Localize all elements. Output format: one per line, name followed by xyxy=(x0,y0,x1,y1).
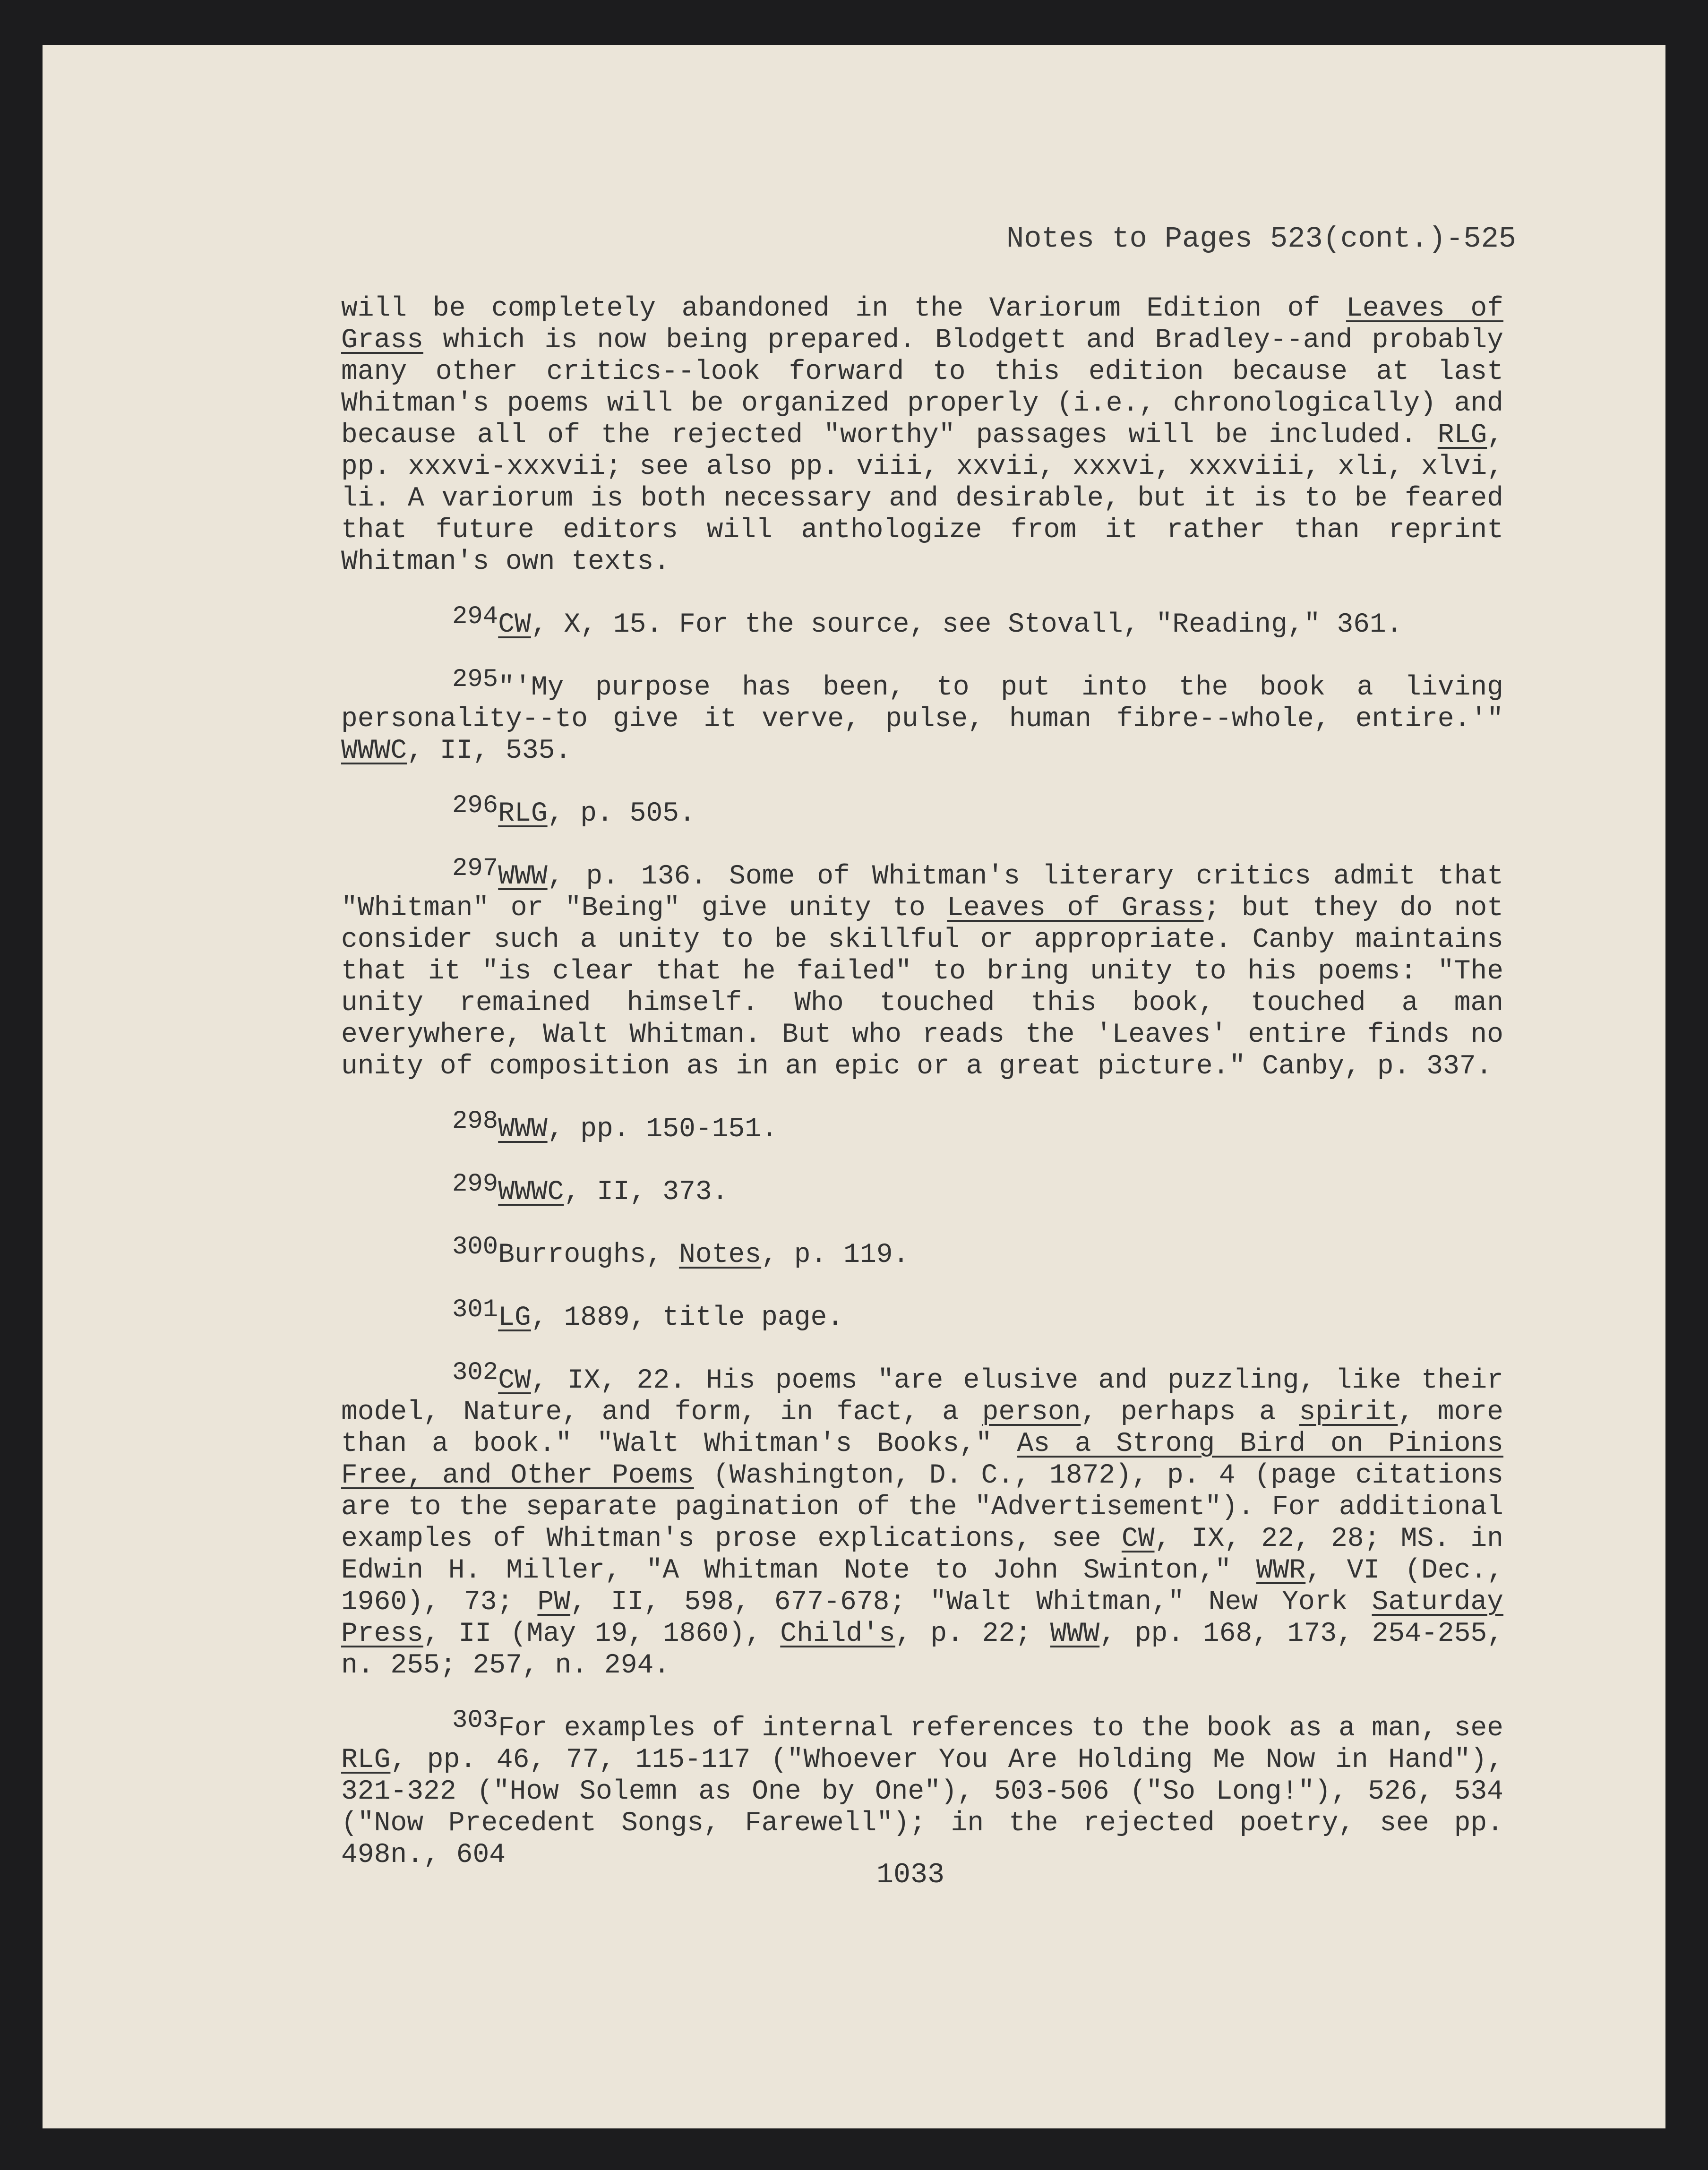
footnote-297 xyxy=(341,854,1503,1082)
footnote-number: 298 xyxy=(452,1107,498,1136)
footnote-number: 299 xyxy=(452,1170,498,1199)
text-run: , perhaps a xyxy=(1081,1397,1299,1428)
underlined-title: WWR xyxy=(1256,1555,1306,1586)
text-run: , pp. 150-151. xyxy=(547,1114,778,1145)
underlined-title: Saturday Press xyxy=(341,1587,1503,1649)
underlined-word: person xyxy=(982,1397,1081,1428)
text-run: , VI (Dec., 1960), 73; xyxy=(341,1555,1503,1618)
continued-note-paragraph xyxy=(341,293,1503,578)
footnote-296 xyxy=(341,791,1503,830)
footnote-299 xyxy=(341,1170,1503,1208)
underlined-title: Child's xyxy=(780,1619,895,1649)
text-run: "'My purpose has been, to put into the book a living personality--to give it verve, pulse, human fibre--whole, entire.'" xyxy=(341,672,1503,735)
underlined-title: CW xyxy=(1121,1524,1155,1554)
text-run: , pp. 168, 173, 254-255, n. 255; 257, n. 294. xyxy=(341,1619,1503,1681)
footnote-number: 303 xyxy=(452,1706,498,1735)
text-run: , pp. 46, 77, 115-117 ("Whoever You Are Holding Me Now in Hand"), 321-322 ("How Solemn as One by One"), 503-506 ("So Long!"), 526, 534 ("Now Precedent Songs, Farewell"); in the rejected poetry, see pp. 498n., 604 xyxy=(341,1745,1503,1870)
text-run: , II (May 19, 1860), xyxy=(423,1619,781,1649)
text-run: Burroughs, xyxy=(498,1240,679,1270)
text-run: , p. 22; xyxy=(895,1619,1050,1649)
text-run: , II, 373. xyxy=(564,1177,729,1208)
text-run: , p. 119. xyxy=(761,1240,910,1270)
footnote-300 xyxy=(341,1233,1503,1271)
underlined-title: WWW xyxy=(498,861,548,892)
text-run: , II, 535. xyxy=(407,736,572,766)
underlined-title: PW xyxy=(537,1587,571,1618)
underlined-title: WWW xyxy=(1050,1619,1100,1649)
text-run: , pp. xxxvi-xxxvii; see also pp. viii, xxvii, xxxvi, xxxviii, xli, xlvi, li. A variorum is both necessary and desirable, but it is to be feared that future editors will anthologize from it rather than reprint Whitman's own texts. xyxy=(341,420,1503,577)
footnote-298 xyxy=(341,1107,1503,1145)
page-number: 1033 xyxy=(876,1859,945,1891)
text-run: , IX, 22, 28; MS. in Edwin H. Miller, "A Whitman Note to John Swinton," xyxy=(341,1524,1503,1586)
footnote-number: 302 xyxy=(452,1358,498,1387)
underlined-title: Leaves of Grass xyxy=(947,893,1204,924)
footnote-number: 295 xyxy=(452,665,498,694)
footnote-number: 301 xyxy=(452,1295,498,1324)
underlined-title: WWWC xyxy=(341,736,407,766)
footnote-number: 300 xyxy=(452,1233,498,1261)
underlined-title: WWWC xyxy=(498,1177,564,1208)
text-run: , p. 505. xyxy=(547,798,695,829)
footnote-number: 296 xyxy=(452,791,498,820)
underlined-title: Notes xyxy=(679,1240,762,1270)
underlined-title: RLG xyxy=(498,798,548,829)
text-run: which is now being prepared. Blodgett and Bradley--and probably many other critics--look forward to this edition because at last Whitman's poems will be organized properly (i.e., chronologically) and because all of the rejected "worthy" passages will be included. xyxy=(341,325,1503,451)
footnote-303 xyxy=(341,1706,1503,1871)
text-run: , more than a book." "Walt Whitman's Books," xyxy=(341,1397,1503,1459)
text-run: , II, 598, 677-678; "Walt Whitman," New York xyxy=(570,1587,1372,1618)
underlined-title: WWW xyxy=(498,1114,548,1145)
text-run: (Washington, D. C., 1872), p. 4 (page citations are to the separate pagination of the "Advertisement"). For additional examples of Whitman's prose explications, see xyxy=(341,1460,1504,1554)
underlined-word: spirit xyxy=(1299,1397,1398,1428)
footnote-294 xyxy=(341,602,1503,641)
text-run: will be completely abandoned in the Variorum Edition of xyxy=(341,293,1346,324)
underlined-title: Leaves of Grass xyxy=(341,293,1503,356)
underlined-title: RLG xyxy=(1437,420,1487,451)
text-run: , IX, 22. His poems "are elusive and puzzling, like their model, Nature, and form, in fact, a xyxy=(341,1365,1503,1428)
footnote-295 xyxy=(341,665,1503,767)
underlined-title: LG xyxy=(498,1303,531,1333)
footnote-number: 294 xyxy=(452,602,498,631)
underlined-title: As a Strong Bird on Pinions Free, and Other Poems xyxy=(341,1429,1503,1491)
underlined-title: CW xyxy=(498,609,531,640)
underlined-title: RLG xyxy=(341,1745,391,1775)
text-run: For examples of internal references to the book as a man, see xyxy=(498,1713,1503,1744)
notes-body xyxy=(341,293,1503,1902)
text-run: ; but they do not consider such a unity to be skillful or appropriate. Canby maintains that it "is clear that he failed" to bring unity to his poems: "The unity remained himself. Who touched this book, touched a man everywhere, Walt Whitman. But who reads the 'Leaves' entire finds no unity of composition as in an epic or a great picture." Canby, p. 337. xyxy=(341,893,1503,1082)
footnote-number: 297 xyxy=(452,854,498,883)
text-run: , 1889, title page. xyxy=(531,1303,844,1333)
footnote-302 xyxy=(341,1358,1504,1681)
page-header: Notes to Pages 523(cont.)-525 xyxy=(1006,222,1516,256)
footnote-301 xyxy=(341,1295,1503,1334)
text-run: , p. 136. Some of Whitman's literary critics admit that "Whitman" or "Being" give unity to xyxy=(341,861,1503,924)
text-run: , X, 15. For the source, see Stovall, "Reading," 361. xyxy=(531,609,1403,640)
underlined-title: CW xyxy=(498,1365,531,1396)
